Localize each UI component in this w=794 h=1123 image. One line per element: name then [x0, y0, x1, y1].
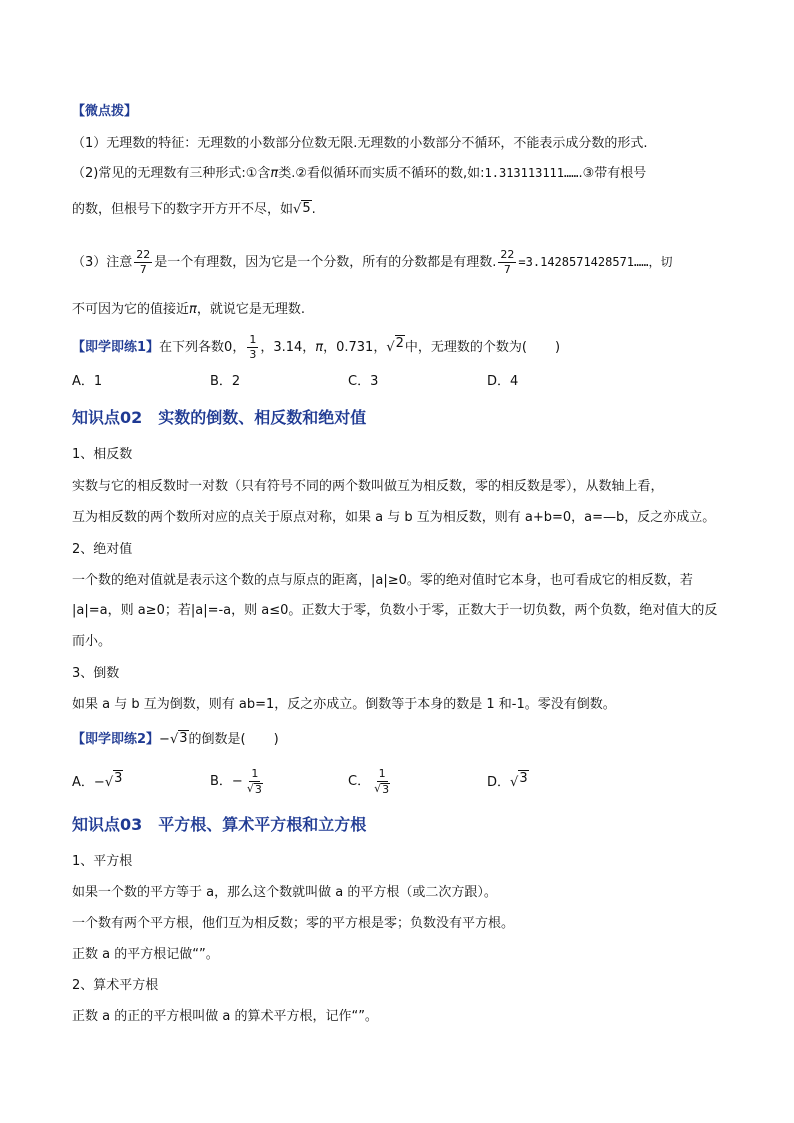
sqrt-2 [386, 335, 405, 361]
text: （2)常见的无理数有三种形式:①含 [72, 166, 271, 181]
fraction-1-over-sqrt3 [245, 768, 265, 796]
pi-symbol: π [315, 340, 324, 355]
section3-sub1-p1: 如果一个数的平方等于 a，那么这个数就叫做 a 的平方根（或二次方跟）。 [72, 885, 497, 900]
practice1-option-a: A．1 [72, 374, 103, 389]
text: . [311, 202, 316, 217]
radicand: 3 [254, 782, 262, 796]
section2-sub1-p2: 互为相反数的两个数所对应的点关于原点对称，如果 a 与 b 互为相反数，则有 a+b=0，a=—b，反之亦成立。 [72, 510, 716, 525]
text: （3）注意 [72, 255, 133, 270]
section3-sub1-p2: 一个数有两个平方根，他们互为相反数；零的平方根是零；负数没有平方根。 [72, 916, 515, 931]
section2-sub2: 2、绝对值 [72, 542, 133, 557]
radical-sign-icon: √ [374, 781, 382, 795]
text: ，3.14， [260, 340, 316, 355]
sqrt-3 [170, 730, 189, 750]
practice1-option-c: C．3 [348, 374, 379, 389]
radical-sign-icon: √ [386, 340, 395, 355]
text: ) [273, 732, 279, 747]
text: 是一个有理数，因为它是一个分数，所有的分数都是有理数. [154, 255, 497, 270]
text: 的倒数是( [188, 732, 246, 747]
section2-sub1-p1: 实数与它的相反数时一对数（只有符号不同的两个数叫做互为相反数，零的相反数是零），从数轴上看， [72, 479, 664, 494]
sqrt-3 [247, 783, 263, 796]
numerator: 22 [136, 248, 151, 261]
practice1-option-d: D．4 [487, 374, 519, 389]
practice2-option-b [210, 766, 267, 798]
radical-sign-icon: √ [246, 781, 254, 795]
option-label: B． [210, 774, 232, 789]
section2-sub1: 1、相反数 [72, 447, 133, 462]
radicand: 2 [395, 336, 404, 351]
fraction-1-over-sqrt3 [372, 768, 392, 796]
pi-symbol: π [189, 302, 197, 317]
fraction-22-7 [134, 249, 152, 276]
pi-symbol: π [270, 166, 279, 181]
radical-sign-icon: √ [510, 775, 519, 790]
section2-heading: 知识点02 实数的倒数、相反数和绝对值 [72, 408, 367, 427]
radicand: 5 [302, 201, 311, 216]
denominator [245, 782, 265, 796]
text: 的数，但根号下的数字开方开不尽，如 [72, 202, 294, 217]
denominator: 3 [249, 348, 257, 361]
radicand: 3 [519, 771, 528, 786]
practice1-option-b: B．2 [210, 374, 241, 389]
option-label: A． [72, 775, 94, 790]
practice2-option-c [348, 766, 394, 798]
numerator: 1 [251, 766, 259, 780]
radicand: 3 [114, 771, 123, 786]
radicand: 3 [179, 731, 188, 746]
minus-sign: − [231, 774, 243, 789]
text: 在下列各数0， [159, 340, 246, 355]
micro-tip-p3 [72, 247, 672, 278]
numerator: 1 [249, 333, 257, 346]
fraction-1-3 [247, 334, 258, 361]
section3-sub1-p3: 正数 a 的平方根记做“”。 [72, 947, 219, 962]
section2-sub2-p3: 而小。 [72, 634, 112, 649]
option-label: D． [487, 775, 511, 790]
minus-sign: − [159, 732, 170, 747]
section3-heading: 知识点03 平方根、算术平方根和立方根 [72, 815, 367, 834]
section2-sub2-p1: 一个数的绝对值就是表示这个数的点与原点的距离，|a|≥0。零的绝对值时它本身，也可看成它的相反数，若 [72, 573, 693, 588]
sqrt-3 [510, 770, 529, 796]
practice2-option-d [487, 770, 529, 796]
practice1-question [72, 334, 560, 361]
practice2-option-a [72, 770, 123, 796]
text: =3.1428571428571……，切 [518, 255, 673, 269]
sqrt-3 [105, 770, 124, 796]
section3-sub1: 1、平方根 [72, 854, 133, 869]
practice2-label: 【即学即练2】 [72, 732, 160, 747]
radical-sign-icon: √ [293, 202, 302, 217]
denominator: 7 [139, 263, 147, 276]
micro-tip-title: 【微点拨】 [72, 104, 138, 119]
sqrt-3 [374, 783, 390, 796]
example-number: 1.313113111…… [484, 166, 579, 180]
micro-tip-p1: （1）无理数的特征：无理数的小数部分位数无限.无理数的小数部分不循环，不能表示成分数的形式. [72, 136, 648, 151]
practice1-label: 【即学即练1】 [72, 340, 160, 355]
numerator: 1 [378, 766, 386, 780]
micro-tip-p2 [72, 163, 646, 184]
denominator: 7 [503, 263, 511, 276]
text: 不可因为它的值接近 [72, 302, 190, 317]
option-label: C． [348, 774, 371, 789]
section2-sub2-p2: |a|=a，则 a≥0；若|a|=-a，则 a≤0。正数大于零，负数小于零，正数大于一切负数，两个负数，绝对值大的反 [72, 603, 718, 618]
micro-tip-p3-cont [72, 300, 305, 320]
minus-sign: − [93, 775, 105, 790]
text: ，0.731， [323, 340, 387, 355]
text: ) [554, 340, 561, 355]
radicand: 3 [382, 782, 390, 796]
micro-tip-p2-cont [72, 200, 316, 220]
practice2-question [72, 730, 279, 750]
section3-sub2-p1: 正数 a 的正的平方根叫做 a 的算术平方根，记作“”。 [72, 1009, 378, 1024]
fraction-22-7 [498, 249, 516, 276]
text: .③带有根号 [578, 166, 647, 181]
radical-sign-icon: √ [104, 775, 114, 790]
section3-sub2: 2、算术平方根 [72, 978, 159, 993]
text: 中，无理数的个数为( [404, 340, 527, 355]
numerator: 22 [500, 248, 515, 261]
text: 类.②看似循环而实质不循环的数,如: [278, 166, 485, 181]
radical-sign-icon: √ [169, 732, 179, 747]
denominator [372, 782, 392, 796]
sqrt-5 [293, 200, 312, 220]
section2-sub3: 3、倒数 [72, 666, 120, 681]
section2-sub3-p1: 如果 a 与 b 互为倒数，则有 ab=1，反之亦成立。倒数等于本身的数是 1 和-1。零没有倒数。 [72, 697, 616, 712]
text: ，就说它是无理数. [196, 302, 305, 317]
